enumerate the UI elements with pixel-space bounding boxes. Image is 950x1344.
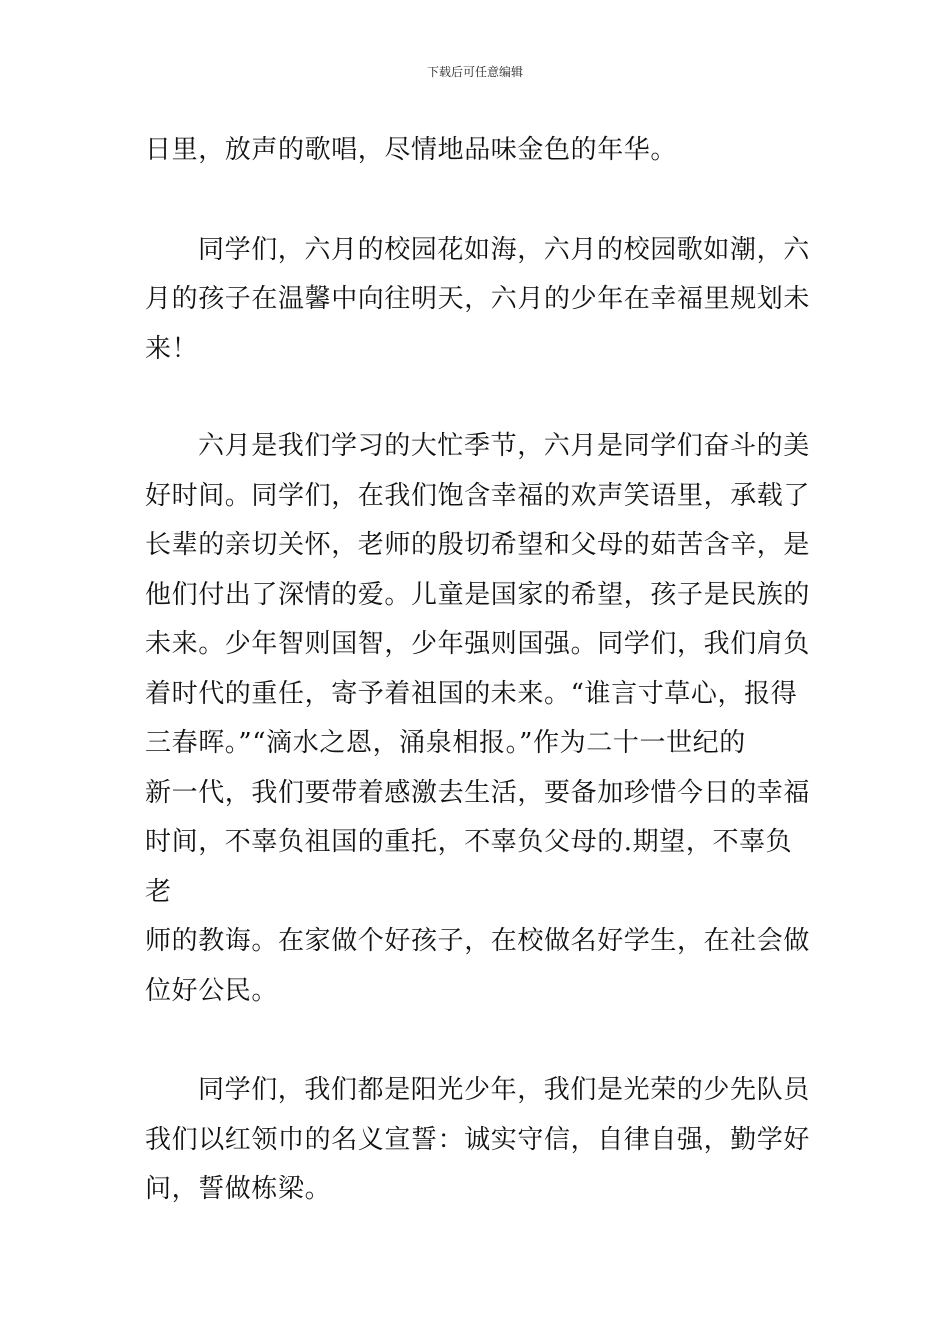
text-line: 位好公民。 bbox=[145, 975, 279, 1006]
paragraph-2 bbox=[145, 226, 810, 375]
text-line: 问，誓做栋梁。 bbox=[145, 1174, 332, 1204]
document-body bbox=[145, 126, 810, 1215]
text-line: 着时代的重任，寄予着祖国的未来。“谁言寸草心，报得 bbox=[145, 678, 798, 709]
text-line: 同学们，我们都是阳光少年，我们是光荣的少先队员 bbox=[198, 1075, 810, 1105]
text-line: 未来。少年智则国智，少年强则国强。同学们，我们肩负 bbox=[145, 629, 811, 659]
paragraph-1 bbox=[145, 126, 810, 176]
text-line: 月的孩子在温馨中向往明天，六月的少年在幸福里规划未 bbox=[145, 284, 811, 314]
text-line: 来！ bbox=[145, 333, 199, 364]
text-line: 新一代，我们要带着感激去生活，要备加珍惜今日的幸福 bbox=[145, 777, 811, 808]
text-line: 师的教诲。在家做个好孩子，在校做名好学生，在社会做 bbox=[145, 926, 811, 956]
text-line: 他们付出了深情的爱。儿童是国家的希望，孩子是民族的 bbox=[145, 579, 811, 610]
text-line: 日里，放声的歌唱，尽情地品味金色的年华。 bbox=[145, 135, 678, 165]
paragraph-4 bbox=[145, 1066, 810, 1215]
page-header: 下载后可任意编辑 bbox=[426, 65, 523, 79]
text-line: 时间，不辜负祖国的重托，不辜负父母的.期望，不辜负老 bbox=[145, 827, 793, 907]
text-line: 好时间。同学们，在我们饱含幸福的欢声笑语里，承载了 bbox=[145, 480, 811, 511]
text-line: 长辈的亲切关怀，老师的殷切希望和父母的茹苦含辛，是 bbox=[145, 530, 811, 560]
text-line: 同学们，六月的校园花如海，六月的校园歌如潮，六 bbox=[198, 234, 810, 265]
text-line: 我们以红领巾的名义宣誓：诚实守信，自律自强，勤学好 bbox=[145, 1124, 811, 1155]
text-line: 六月是我们学习的大忙季节，六月是同学们奋斗的美 bbox=[198, 431, 810, 461]
text-line: 三春晖。”“滴水之恩，涌泉相报。”作为二十一世纪的 bbox=[145, 728, 746, 758]
paragraph-3 bbox=[145, 422, 810, 1016]
